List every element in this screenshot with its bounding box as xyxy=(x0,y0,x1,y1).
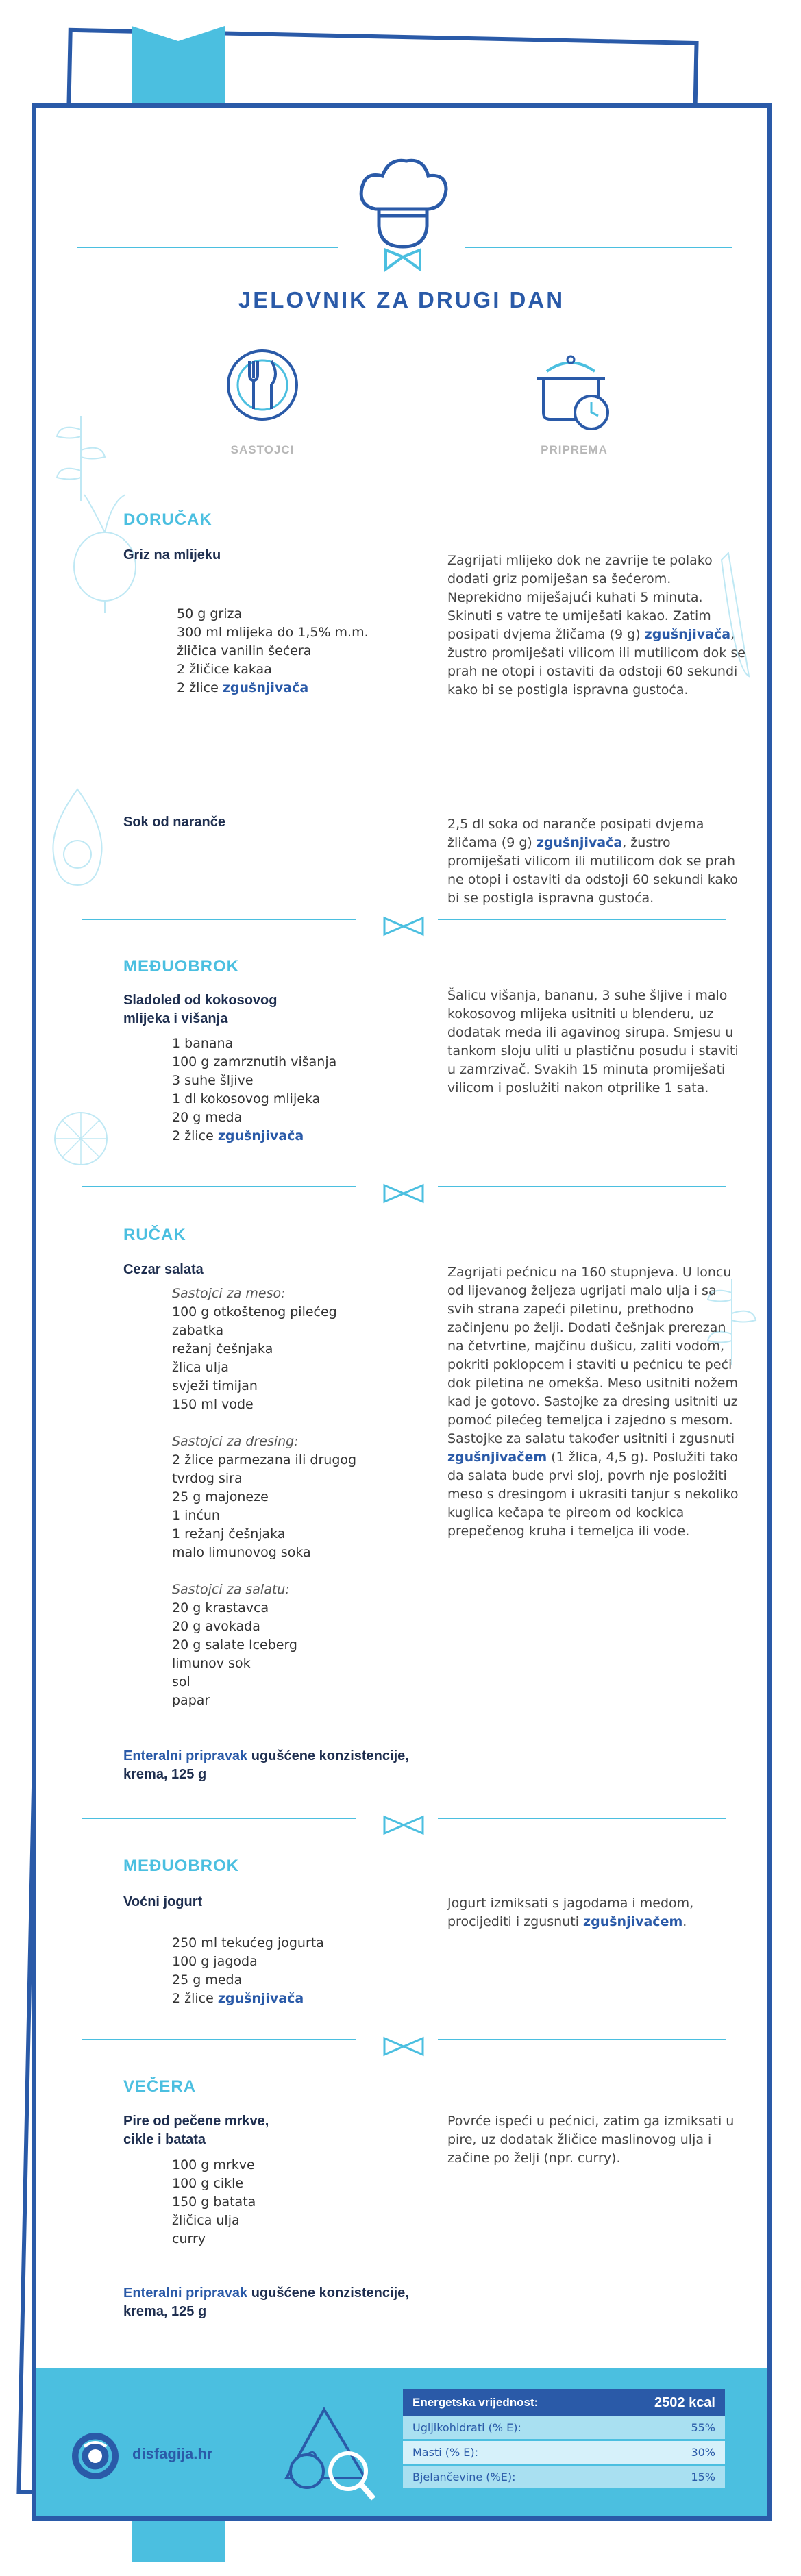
dish-name-sladoled: Sladoled od kokosovog mlijeka i višanja xyxy=(123,993,278,1026)
section-title-rucak: RUČAK xyxy=(123,1226,186,1244)
ingredient-group-label: Sastojci za dresing: xyxy=(172,1434,299,1449)
ingredient-item: 100 g zamrznutih višanja xyxy=(172,1054,337,1069)
ingredient-item: 1 režanj češnjaka xyxy=(172,1526,286,1541)
ingredient-item: 3 suhe šljive xyxy=(172,1073,254,1088)
ingredient-item: 2 žlice zgušnjivača xyxy=(172,1128,304,1143)
section-title-dorucak: DORUČAK xyxy=(123,510,212,529)
preparation-label: PRIPREMA xyxy=(541,443,608,456)
ingredient-item: 2 žličice kakaa xyxy=(177,662,272,677)
ingredient-item: 100 g jagoda xyxy=(172,1954,258,1969)
ingredients-jogurt xyxy=(172,1934,324,2008)
bowtie-icon xyxy=(369,1815,438,1835)
ingredients-sladoled xyxy=(172,1035,336,1145)
thickener-highlight: zgušnjivača xyxy=(217,1128,304,1143)
ingredient-item: 25 g meda xyxy=(172,1972,243,1987)
ingredient-item: 20 g salate Iceberg xyxy=(172,1637,297,1652)
dish-name-jogurt: Voćni jogurt xyxy=(123,1894,203,1909)
ingredients-griz xyxy=(177,605,369,697)
ingredients-pire xyxy=(172,2156,256,2249)
ingredient-item: žlica ulja xyxy=(172,1360,229,1375)
ingredient-item: 300 ml mlijeka do 1,5% m.m. xyxy=(177,625,369,640)
page-title: JELOVNIK ZA DRUGI DAN xyxy=(238,287,565,312)
section-divider xyxy=(82,1815,726,1835)
menu-card xyxy=(32,103,772,2521)
footer xyxy=(36,2368,767,2521)
ingredient-item: žličica vanilin šećera xyxy=(177,643,312,658)
nutrition-header: Energetska vrijednost: 2502 kcal xyxy=(403,2389,725,2416)
ingredient-item: 100 g mrkve xyxy=(172,2157,255,2172)
ingredient-item: 2 žlice zgušnjivača xyxy=(177,680,309,695)
dish-name-pire: Pire od pečene mrkve, cikle i batata xyxy=(123,2114,269,2147)
ingredient-item: 20 g meda xyxy=(172,1110,243,1125)
ingredient-item: zabatka xyxy=(172,1323,224,1338)
header-line-right xyxy=(465,247,732,248)
ingredient-item: 25 g majoneze xyxy=(172,1489,269,1504)
disfagija-logo-icon xyxy=(71,2431,120,2481)
section-title-meduobrok-2: MEĐUOBROK xyxy=(123,1857,239,1875)
ingredient-item: žličica ulja xyxy=(172,2213,240,2228)
thickener-highlight: zgušnjivačem xyxy=(583,1914,683,1929)
enteral-note-vecera: Enteralni pripravak ugušćene konzistencije, krema, 125 g xyxy=(123,2286,409,2319)
ingredient-item: svježi timijan xyxy=(172,1378,258,1394)
nutrition-row: Masti (% E): 30% xyxy=(403,2441,725,2466)
desc-sok: 2,5 dl soka od naranče posipati dvjema žličama (9 g) zgušnjivača, žustro promiješati vilicom ili mutilicom dok se prah ne otopi i ostaviti da odstoji 60 sekundi kako bi se postigla ispravna gustoća. xyxy=(447,817,739,906)
ingredient-item: papar xyxy=(172,1693,210,1708)
ingredient-item: režanj češnjaka xyxy=(172,1341,273,1357)
dish-name-griz: Griz na mlijeku xyxy=(123,547,221,562)
nutrition-table xyxy=(403,2389,725,2490)
ingredient-item: 150 ml vode xyxy=(172,1397,254,1412)
thickener-highlight: zgušnjivača xyxy=(644,627,731,642)
header-line-left xyxy=(77,247,338,248)
ingredient-item: 20 g krastavca xyxy=(172,1600,269,1615)
ingredient-item: malo limunovog soka xyxy=(172,1545,311,1560)
ingredient-item: curry xyxy=(172,2231,206,2246)
section-title-vecera: VEČERA xyxy=(123,2077,197,2096)
thickener-highlight: zgušnjivača xyxy=(217,1991,304,2006)
enteral-note-rucak: Enteralni pripravak ugušćene konzistencije, krema, 125 g xyxy=(123,1748,409,1782)
desc-sladoled: Šalicu višanja, bananu, 3 suhe šljive i malo kokosovog mlijeka usitniti u blenderu, uz dodatak meda ili agavinog sirupa. Smjesu u tankom sloju uliti u plastičnu posudu i staviti u zamrzivač. Svakih 15 minuta promiješati vilicom i poslužiti nakon otprilike 1 sata. xyxy=(447,988,739,1095)
desc-griz: Zagrijati mlijeko dok ne zavrije te polako dodati griz pomiješan sa šećerom. Neprekidno miješajući kuhati 5 minuta. Skinuti s vatre te umiješati kakao. Zatim posipati dvjema žličama (9 g) zgušnjivača, žustro promiješati vilicom ili mutilicom dok se prah ne otopi i ostaviti da odstoji 60 sekundi kako bi se postigla ispravna gustoća. xyxy=(447,553,745,697)
pot-timer-icon xyxy=(533,347,615,433)
ingredient-item: sol xyxy=(172,1674,190,1689)
lemon-decoration-icon xyxy=(50,1108,112,1169)
ingredient-item: 1 dl kokosovog mlijeka xyxy=(172,1091,321,1106)
dish-name-cezar: Cezar salata xyxy=(123,1262,204,1277)
site-link[interactable]: disfagija.hr xyxy=(132,2445,213,2462)
ribbon-top xyxy=(132,26,225,108)
ingredient-item: 2 žlice parmezana ili drugog xyxy=(172,1452,357,1467)
ingredient-item: tvrdog sira xyxy=(172,1471,243,1486)
desc-jogurt: Jogurt izmiksati s jagodama i medom, procijediti i zgusnuti zgušnjivačem. xyxy=(447,1896,694,1929)
desc-pire: Povrće ispeći u pećnici, zatim ga izmiksati u pire, uz dodatak žličice maslinovog ulja i začine po želji (npr. curry). xyxy=(447,2114,735,2166)
ingredient-item: limunov sok xyxy=(172,1656,251,1671)
bowtie-icon xyxy=(369,916,438,937)
avocado-decoration-icon xyxy=(43,786,112,889)
ingredients-cezar xyxy=(172,1285,356,1710)
thickener-highlight: zgušnjivačem xyxy=(447,1450,547,1465)
section-divider xyxy=(82,1183,726,1204)
ingredient-item: 2 žlice zgušnjivača xyxy=(172,1991,304,2006)
nutrition-magnifier-icon xyxy=(283,2396,379,2505)
nutrition-row: Bjelančevine (%E): 15% xyxy=(403,2466,725,2490)
bowtie-icon xyxy=(369,1183,438,1204)
ingredient-item: 20 g avokada xyxy=(172,1619,260,1634)
ingredient-item: 100 g otkoštenog pilećeg xyxy=(172,1304,337,1320)
bowtie-icon xyxy=(369,2036,438,2057)
ingredient-item: 1 inćun xyxy=(172,1508,220,1523)
leaf-decoration-icon xyxy=(50,409,112,505)
ingredient-item: 50 g griza xyxy=(177,606,243,621)
nutrition-row: Ugljikohidrati (% E): 55% xyxy=(403,2416,725,2441)
section-divider xyxy=(82,2036,726,2057)
chef-hat-icon xyxy=(352,147,454,277)
ingredient-item: 150 g batata xyxy=(172,2194,256,2209)
ingredient-group-label: Sastojci za meso: xyxy=(172,1286,286,1301)
thickener-highlight: zgušnjivača xyxy=(222,680,309,695)
ingredient-group-label: Sastojci za salatu: xyxy=(172,1582,290,1597)
desc-cezar: Zagrijati pećnicu na 160 stupnjeva. U loncu od lijevanog željeza ugrijati malo ulja i sa svih strana zapeći piletinu, prethodno začinjenu po želji. Dodati češnjak prerezan na četvrtine, majčinu dušicu, zaliti vodom, pokriti poklopcem i staviti u pećnicu te peći dok piletina ne omekša. Meso usitniti nožem kad je gotovo. Sastojke za dresing usitniti uz pomoć pilećeg temeljca i zajedno s mesom. Sastojke za salatu također usitniti i zgusnuti zgušnjivačem (1 žlica, 4,5 g). Poslužiti tako da salata bude prvi sloj, povrh nje posložiti meso s dresingom i ukrasiti tanjur s nekoliko kuglica kečapa te pireom od kockica prepečenog kruha i temeljca ili vode. xyxy=(447,1265,739,1539)
ingredient-item: 1 banana xyxy=(172,1036,234,1051)
ingredient-item: 100 g cikle xyxy=(172,2176,244,2191)
thickener-highlight: zgušnjivača xyxy=(536,835,623,850)
plate-cutlery-icon xyxy=(225,347,300,423)
ingredient-item: 250 ml tekućeg jogurta xyxy=(172,1935,324,1950)
ingredients-label: SASTOJCI xyxy=(230,443,295,456)
section-title-meduobrok-1: MEĐUOBROK xyxy=(123,957,239,976)
section-divider xyxy=(82,916,726,937)
dish-name-sok: Sok od naranče xyxy=(123,815,225,830)
